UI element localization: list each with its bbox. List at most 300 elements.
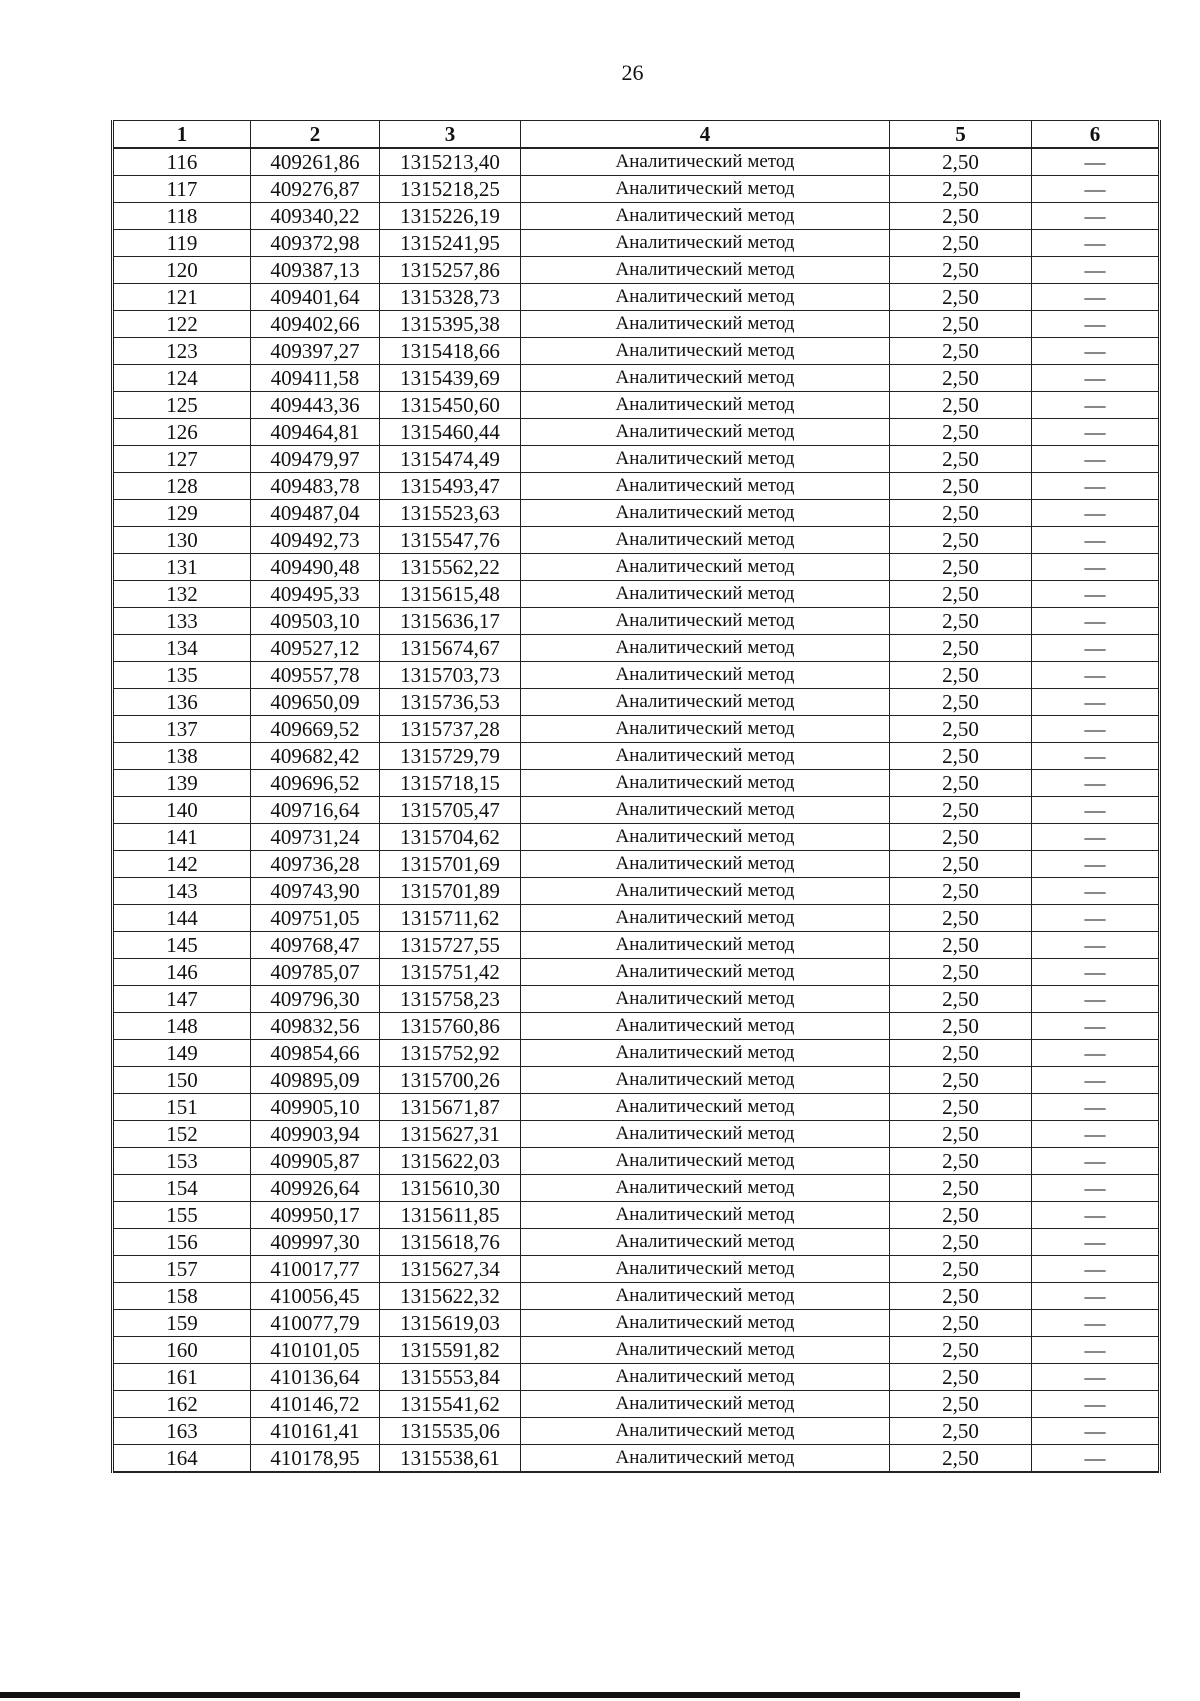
accuracy-cell: 2,50 xyxy=(890,932,1032,959)
note-cell: — xyxy=(1032,986,1160,1013)
note-cell: — xyxy=(1032,284,1160,311)
y-coordinate-cell: 1315619,03 xyxy=(380,1310,521,1337)
accuracy-cell: 2,50 xyxy=(890,635,1032,662)
accuracy-cell: 2,50 xyxy=(890,905,1032,932)
method-cell: Аналитический метод xyxy=(521,1148,890,1175)
note-cell: — xyxy=(1032,824,1160,851)
page-number: 26 xyxy=(621,60,644,85)
y-coordinate-cell: 1315395,38 xyxy=(380,311,521,338)
method-cell: Аналитический метод xyxy=(521,1067,890,1094)
x-coordinate-cell: 409731,24 xyxy=(251,824,380,851)
table-row xyxy=(113,365,1160,392)
column-header: 6 xyxy=(1032,121,1160,149)
x-coordinate-cell: 409736,28 xyxy=(251,851,380,878)
y-coordinate-cell: 1315538,61 xyxy=(380,1445,521,1473)
table-row xyxy=(113,1202,1160,1229)
y-coordinate-cell: 1315460,44 xyxy=(380,419,521,446)
method-cell: Аналитический метод xyxy=(521,1337,890,1364)
method-cell: Аналитический метод xyxy=(521,311,890,338)
method-cell: Аналитический метод xyxy=(521,527,890,554)
y-coordinate-cell: 1315711,62 xyxy=(380,905,521,932)
point-number-cell: 120 xyxy=(113,257,251,284)
table-row xyxy=(113,635,1160,662)
x-coordinate-cell: 409402,66 xyxy=(251,311,380,338)
y-coordinate-cell: 1315418,66 xyxy=(380,338,521,365)
table-row xyxy=(113,1067,1160,1094)
accuracy-cell: 2,50 xyxy=(890,1148,1032,1175)
method-cell: Аналитический метод xyxy=(521,203,890,230)
table-row xyxy=(113,419,1160,446)
x-coordinate-cell: 409483,78 xyxy=(251,473,380,500)
accuracy-cell: 2,50 xyxy=(890,527,1032,554)
note-cell: — xyxy=(1032,743,1160,770)
accuracy-cell: 2,50 xyxy=(890,662,1032,689)
accuracy-cell: 2,50 xyxy=(890,716,1032,743)
y-coordinate-cell: 1315674,67 xyxy=(380,635,521,662)
point-number-cell: 119 xyxy=(113,230,251,257)
method-cell: Аналитический метод xyxy=(521,446,890,473)
x-coordinate-cell: 409895,09 xyxy=(251,1067,380,1094)
y-coordinate-cell: 1315622,03 xyxy=(380,1148,521,1175)
table-row xyxy=(113,1013,1160,1040)
y-coordinate-cell: 1315737,28 xyxy=(380,716,521,743)
accuracy-cell: 2,50 xyxy=(890,878,1032,905)
y-coordinate-cell: 1315562,22 xyxy=(380,554,521,581)
x-coordinate-cell: 409261,86 xyxy=(251,148,380,176)
x-coordinate-cell: 409401,64 xyxy=(251,284,380,311)
accuracy-cell: 2,50 xyxy=(890,446,1032,473)
note-cell: — xyxy=(1032,1310,1160,1337)
y-coordinate-cell: 1315729,79 xyxy=(380,743,521,770)
method-cell: Аналитический метод xyxy=(521,608,890,635)
method-cell: Аналитический метод xyxy=(521,1040,890,1067)
method-cell: Аналитический метод xyxy=(521,959,890,986)
y-coordinate-cell: 1315705,47 xyxy=(380,797,521,824)
note-cell: — xyxy=(1032,554,1160,581)
accuracy-cell: 2,50 xyxy=(890,392,1032,419)
method-cell: Аналитический метод xyxy=(521,1202,890,1229)
y-coordinate-cell: 1315627,31 xyxy=(380,1121,521,1148)
point-number-cell: 155 xyxy=(113,1202,251,1229)
x-coordinate-cell: 409464,81 xyxy=(251,419,380,446)
y-coordinate-cell: 1315671,87 xyxy=(380,1094,521,1121)
x-coordinate-cell: 410178,95 xyxy=(251,1445,380,1473)
note-cell: — xyxy=(1032,689,1160,716)
note-cell: — xyxy=(1032,311,1160,338)
y-coordinate-cell: 1315618,76 xyxy=(380,1229,521,1256)
method-cell: Аналитический метод xyxy=(521,419,890,446)
method-cell: Аналитический метод xyxy=(521,878,890,905)
note-cell: — xyxy=(1032,581,1160,608)
y-coordinate-cell: 1315758,23 xyxy=(380,986,521,1013)
y-coordinate-cell: 1315611,85 xyxy=(380,1202,521,1229)
column-header: 2 xyxy=(251,121,380,149)
method-cell: Аналитический метод xyxy=(521,1391,890,1418)
point-number-cell: 116 xyxy=(113,148,251,176)
y-coordinate-cell: 1315450,60 xyxy=(380,392,521,419)
table-row xyxy=(113,392,1160,419)
y-coordinate-cell: 1315241,95 xyxy=(380,230,521,257)
note-cell: — xyxy=(1032,608,1160,635)
coordinates-table xyxy=(111,120,1161,1473)
x-coordinate-cell: 410017,77 xyxy=(251,1256,380,1283)
table-row xyxy=(113,581,1160,608)
x-coordinate-cell: 409905,10 xyxy=(251,1094,380,1121)
y-coordinate-cell: 1315226,19 xyxy=(380,203,521,230)
note-cell: — xyxy=(1032,419,1160,446)
accuracy-cell: 2,50 xyxy=(890,148,1032,176)
table-row xyxy=(113,1283,1160,1310)
accuracy-cell: 2,50 xyxy=(890,365,1032,392)
point-number-cell: 149 xyxy=(113,1040,251,1067)
column-header: 4 xyxy=(521,121,890,149)
table-row xyxy=(113,932,1160,959)
column-header: 5 xyxy=(890,121,1032,149)
table-row xyxy=(113,662,1160,689)
method-cell: Аналитический метод xyxy=(521,662,890,689)
x-coordinate-cell: 409557,78 xyxy=(251,662,380,689)
x-coordinate-cell: 409490,48 xyxy=(251,554,380,581)
method-cell: Аналитический метод xyxy=(521,1121,890,1148)
column-header: 1 xyxy=(113,121,251,149)
y-coordinate-cell: 1315523,63 xyxy=(380,500,521,527)
method-cell: Аналитический метод xyxy=(521,1013,890,1040)
point-number-cell: 117 xyxy=(113,176,251,203)
method-cell: Аналитический метод xyxy=(521,392,890,419)
y-coordinate-cell: 1315636,17 xyxy=(380,608,521,635)
accuracy-cell: 2,50 xyxy=(890,1256,1032,1283)
x-coordinate-cell: 410136,64 xyxy=(251,1364,380,1391)
accuracy-cell: 2,50 xyxy=(890,1283,1032,1310)
note-cell: — xyxy=(1032,1229,1160,1256)
point-number-cell: 124 xyxy=(113,365,251,392)
x-coordinate-cell: 409495,33 xyxy=(251,581,380,608)
table-row xyxy=(113,1337,1160,1364)
y-coordinate-cell: 1315751,42 xyxy=(380,959,521,986)
point-number-cell: 157 xyxy=(113,1256,251,1283)
accuracy-cell: 2,50 xyxy=(890,284,1032,311)
y-coordinate-cell: 1315493,47 xyxy=(380,473,521,500)
y-coordinate-cell: 1315439,69 xyxy=(380,365,521,392)
table-row xyxy=(113,527,1160,554)
table-row xyxy=(113,148,1160,176)
table-row xyxy=(113,203,1160,230)
x-coordinate-cell: 409650,09 xyxy=(251,689,380,716)
note-cell: — xyxy=(1032,635,1160,662)
x-coordinate-cell: 409768,47 xyxy=(251,932,380,959)
x-coordinate-cell: 409696,52 xyxy=(251,770,380,797)
accuracy-cell: 2,50 xyxy=(890,986,1032,1013)
y-coordinate-cell: 1315752,92 xyxy=(380,1040,521,1067)
y-coordinate-cell: 1315535,06 xyxy=(380,1418,521,1445)
note-cell: — xyxy=(1032,365,1160,392)
accuracy-cell: 2,50 xyxy=(890,1391,1032,1418)
method-cell: Аналитический метод xyxy=(521,1094,890,1121)
point-number-cell: 163 xyxy=(113,1418,251,1445)
point-number-cell: 156 xyxy=(113,1229,251,1256)
table-row xyxy=(113,230,1160,257)
x-coordinate-cell: 409854,66 xyxy=(251,1040,380,1067)
table-row xyxy=(113,1445,1160,1473)
method-cell: Аналитический метод xyxy=(521,581,890,608)
x-coordinate-cell: 409487,04 xyxy=(251,500,380,527)
note-cell: — xyxy=(1032,932,1160,959)
y-coordinate-cell: 1315547,76 xyxy=(380,527,521,554)
note-cell: — xyxy=(1032,1337,1160,1364)
accuracy-cell: 2,50 xyxy=(890,1013,1032,1040)
table-header-row xyxy=(113,121,1160,149)
point-number-cell: 118 xyxy=(113,203,251,230)
point-number-cell: 148 xyxy=(113,1013,251,1040)
point-number-cell: 164 xyxy=(113,1445,251,1473)
note-cell: — xyxy=(1032,905,1160,932)
table-row xyxy=(113,743,1160,770)
x-coordinate-cell: 409443,36 xyxy=(251,392,380,419)
x-coordinate-cell: 409743,90 xyxy=(251,878,380,905)
table-row xyxy=(113,797,1160,824)
table-row xyxy=(113,878,1160,905)
method-cell: Аналитический метод xyxy=(521,905,890,932)
x-coordinate-cell: 409905,87 xyxy=(251,1148,380,1175)
accuracy-cell: 2,50 xyxy=(890,203,1032,230)
x-coordinate-cell: 410077,79 xyxy=(251,1310,380,1337)
accuracy-cell: 2,50 xyxy=(890,1364,1032,1391)
accuracy-cell: 2,50 xyxy=(890,1067,1032,1094)
note-cell: — xyxy=(1032,797,1160,824)
y-coordinate-cell: 1315727,55 xyxy=(380,932,521,959)
point-number-cell: 154 xyxy=(113,1175,251,1202)
method-cell: Аналитический метод xyxy=(521,1445,890,1473)
method-cell: Аналитический метод xyxy=(521,1283,890,1310)
y-coordinate-cell: 1315553,84 xyxy=(380,1364,521,1391)
point-number-cell: 133 xyxy=(113,608,251,635)
method-cell: Аналитический метод xyxy=(521,716,890,743)
x-coordinate-cell: 409832,56 xyxy=(251,1013,380,1040)
method-cell: Аналитический метод xyxy=(521,554,890,581)
accuracy-cell: 2,50 xyxy=(890,230,1032,257)
method-cell: Аналитический метод xyxy=(521,797,890,824)
table-row xyxy=(113,608,1160,635)
y-coordinate-cell: 1315627,34 xyxy=(380,1256,521,1283)
accuracy-cell: 2,50 xyxy=(890,581,1032,608)
note-cell: — xyxy=(1032,1445,1160,1473)
method-cell: Аналитический метод xyxy=(521,284,890,311)
x-coordinate-cell: 409950,17 xyxy=(251,1202,380,1229)
table-row xyxy=(113,1121,1160,1148)
point-number-cell: 144 xyxy=(113,905,251,932)
x-coordinate-cell: 409503,10 xyxy=(251,608,380,635)
accuracy-cell: 2,50 xyxy=(890,500,1032,527)
x-coordinate-cell: 409492,73 xyxy=(251,527,380,554)
point-number-cell: 153 xyxy=(113,1148,251,1175)
note-cell: — xyxy=(1032,500,1160,527)
point-number-cell: 159 xyxy=(113,1310,251,1337)
point-number-cell: 129 xyxy=(113,500,251,527)
table-row xyxy=(113,689,1160,716)
y-coordinate-cell: 1315218,25 xyxy=(380,176,521,203)
table-row xyxy=(113,284,1160,311)
method-cell: Аналитический метод xyxy=(521,932,890,959)
accuracy-cell: 2,50 xyxy=(890,338,1032,365)
method-cell: Аналитический метод xyxy=(521,176,890,203)
table-row xyxy=(113,1391,1160,1418)
accuracy-cell: 2,50 xyxy=(890,1202,1032,1229)
table-row xyxy=(113,1229,1160,1256)
point-number-cell: 142 xyxy=(113,851,251,878)
point-number-cell: 122 xyxy=(113,311,251,338)
x-coordinate-cell: 409387,13 xyxy=(251,257,380,284)
note-cell: — xyxy=(1032,1202,1160,1229)
x-coordinate-cell: 409527,12 xyxy=(251,635,380,662)
table-row xyxy=(113,1094,1160,1121)
method-cell: Аналитический метод xyxy=(521,1364,890,1391)
table-row xyxy=(113,959,1160,986)
y-coordinate-cell: 1315541,62 xyxy=(380,1391,521,1418)
x-coordinate-cell: 410101,05 xyxy=(251,1337,380,1364)
accuracy-cell: 2,50 xyxy=(890,1445,1032,1473)
note-cell: — xyxy=(1032,148,1160,176)
y-coordinate-cell: 1315591,82 xyxy=(380,1337,521,1364)
accuracy-cell: 2,50 xyxy=(890,1310,1032,1337)
method-cell: Аналитический метод xyxy=(521,1256,890,1283)
note-cell: — xyxy=(1032,1067,1160,1094)
table-row xyxy=(113,473,1160,500)
accuracy-cell: 2,50 xyxy=(890,257,1032,284)
note-cell: — xyxy=(1032,1283,1160,1310)
x-coordinate-cell: 409796,30 xyxy=(251,986,380,1013)
accuracy-cell: 2,50 xyxy=(890,1418,1032,1445)
point-number-cell: 134 xyxy=(113,635,251,662)
table-row xyxy=(113,1256,1160,1283)
method-cell: Аналитический метод xyxy=(521,1229,890,1256)
point-number-cell: 145 xyxy=(113,932,251,959)
table-row xyxy=(113,1364,1160,1391)
note-cell: — xyxy=(1032,1256,1160,1283)
column-header: 3 xyxy=(380,121,521,149)
x-coordinate-cell: 409716,64 xyxy=(251,797,380,824)
table-row xyxy=(113,824,1160,851)
accuracy-cell: 2,50 xyxy=(890,851,1032,878)
table-row xyxy=(113,1310,1160,1337)
point-number-cell: 132 xyxy=(113,581,251,608)
table-row xyxy=(113,554,1160,581)
table-row xyxy=(113,1148,1160,1175)
accuracy-cell: 2,50 xyxy=(890,797,1032,824)
x-coordinate-cell: 409479,97 xyxy=(251,446,380,473)
accuracy-cell: 2,50 xyxy=(890,176,1032,203)
accuracy-cell: 2,50 xyxy=(890,959,1032,986)
point-number-cell: 161 xyxy=(113,1364,251,1391)
method-cell: Аналитический метод xyxy=(521,1175,890,1202)
note-cell: — xyxy=(1032,203,1160,230)
y-coordinate-cell: 1315760,86 xyxy=(380,1013,521,1040)
y-coordinate-cell: 1315701,69 xyxy=(380,851,521,878)
point-number-cell: 152 xyxy=(113,1121,251,1148)
accuracy-cell: 2,50 xyxy=(890,1094,1032,1121)
x-coordinate-cell: 409903,94 xyxy=(251,1121,380,1148)
point-number-cell: 138 xyxy=(113,743,251,770)
method-cell: Аналитический метод xyxy=(521,473,890,500)
point-number-cell: 136 xyxy=(113,689,251,716)
accuracy-cell: 2,50 xyxy=(890,1040,1032,1067)
table-row xyxy=(113,338,1160,365)
method-cell: Аналитический метод xyxy=(521,770,890,797)
method-cell: Аналитический метод xyxy=(521,635,890,662)
table-row xyxy=(113,716,1160,743)
method-cell: Аналитический метод xyxy=(521,851,890,878)
accuracy-cell: 2,50 xyxy=(890,1175,1032,1202)
table-row xyxy=(113,1175,1160,1202)
table-row xyxy=(113,851,1160,878)
x-coordinate-cell: 409785,07 xyxy=(251,959,380,986)
note-cell: — xyxy=(1032,338,1160,365)
y-coordinate-cell: 1315474,49 xyxy=(380,446,521,473)
note-cell: — xyxy=(1032,878,1160,905)
note-cell: — xyxy=(1032,1175,1160,1202)
point-number-cell: 123 xyxy=(113,338,251,365)
y-coordinate-cell: 1315736,53 xyxy=(380,689,521,716)
note-cell: — xyxy=(1032,1121,1160,1148)
note-cell: — xyxy=(1032,716,1160,743)
note-cell: — xyxy=(1032,1148,1160,1175)
note-cell: — xyxy=(1032,1364,1160,1391)
method-cell: Аналитический метод xyxy=(521,148,890,176)
method-cell: Аналитический метод xyxy=(521,689,890,716)
point-number-cell: 141 xyxy=(113,824,251,851)
x-coordinate-cell: 409397,27 xyxy=(251,338,380,365)
x-coordinate-cell: 409926,64 xyxy=(251,1175,380,1202)
table-row xyxy=(113,176,1160,203)
table-row xyxy=(113,500,1160,527)
method-cell: Аналитический метод xyxy=(521,743,890,770)
y-coordinate-cell: 1315718,15 xyxy=(380,770,521,797)
y-coordinate-cell: 1315257,86 xyxy=(380,257,521,284)
x-coordinate-cell: 409997,30 xyxy=(251,1229,380,1256)
point-number-cell: 147 xyxy=(113,986,251,1013)
accuracy-cell: 2,50 xyxy=(890,473,1032,500)
point-number-cell: 146 xyxy=(113,959,251,986)
note-cell: — xyxy=(1032,662,1160,689)
point-number-cell: 137 xyxy=(113,716,251,743)
y-coordinate-cell: 1315622,32 xyxy=(380,1283,521,1310)
method-cell: Аналитический метод xyxy=(521,986,890,1013)
x-coordinate-cell: 409682,42 xyxy=(251,743,380,770)
accuracy-cell: 2,50 xyxy=(890,770,1032,797)
method-cell: Аналитический метод xyxy=(521,338,890,365)
point-number-cell: 162 xyxy=(113,1391,251,1418)
note-cell: — xyxy=(1032,176,1160,203)
x-coordinate-cell: 409751,05 xyxy=(251,905,380,932)
point-number-cell: 160 xyxy=(113,1337,251,1364)
note-cell: — xyxy=(1032,1391,1160,1418)
table-row xyxy=(113,257,1160,284)
point-number-cell: 158 xyxy=(113,1283,251,1310)
point-number-cell: 131 xyxy=(113,554,251,581)
method-cell: Аналитический метод xyxy=(521,500,890,527)
accuracy-cell: 2,50 xyxy=(890,419,1032,446)
accuracy-cell: 2,50 xyxy=(890,824,1032,851)
point-number-cell: 150 xyxy=(113,1067,251,1094)
y-coordinate-cell: 1315703,73 xyxy=(380,662,521,689)
note-cell: — xyxy=(1032,1013,1160,1040)
method-cell: Аналитический метод xyxy=(521,257,890,284)
x-coordinate-cell: 409372,98 xyxy=(251,230,380,257)
x-coordinate-cell: 409276,87 xyxy=(251,176,380,203)
note-cell: — xyxy=(1032,392,1160,419)
point-number-cell: 121 xyxy=(113,284,251,311)
method-cell: Аналитический метод xyxy=(521,1418,890,1445)
point-number-cell: 140 xyxy=(113,797,251,824)
